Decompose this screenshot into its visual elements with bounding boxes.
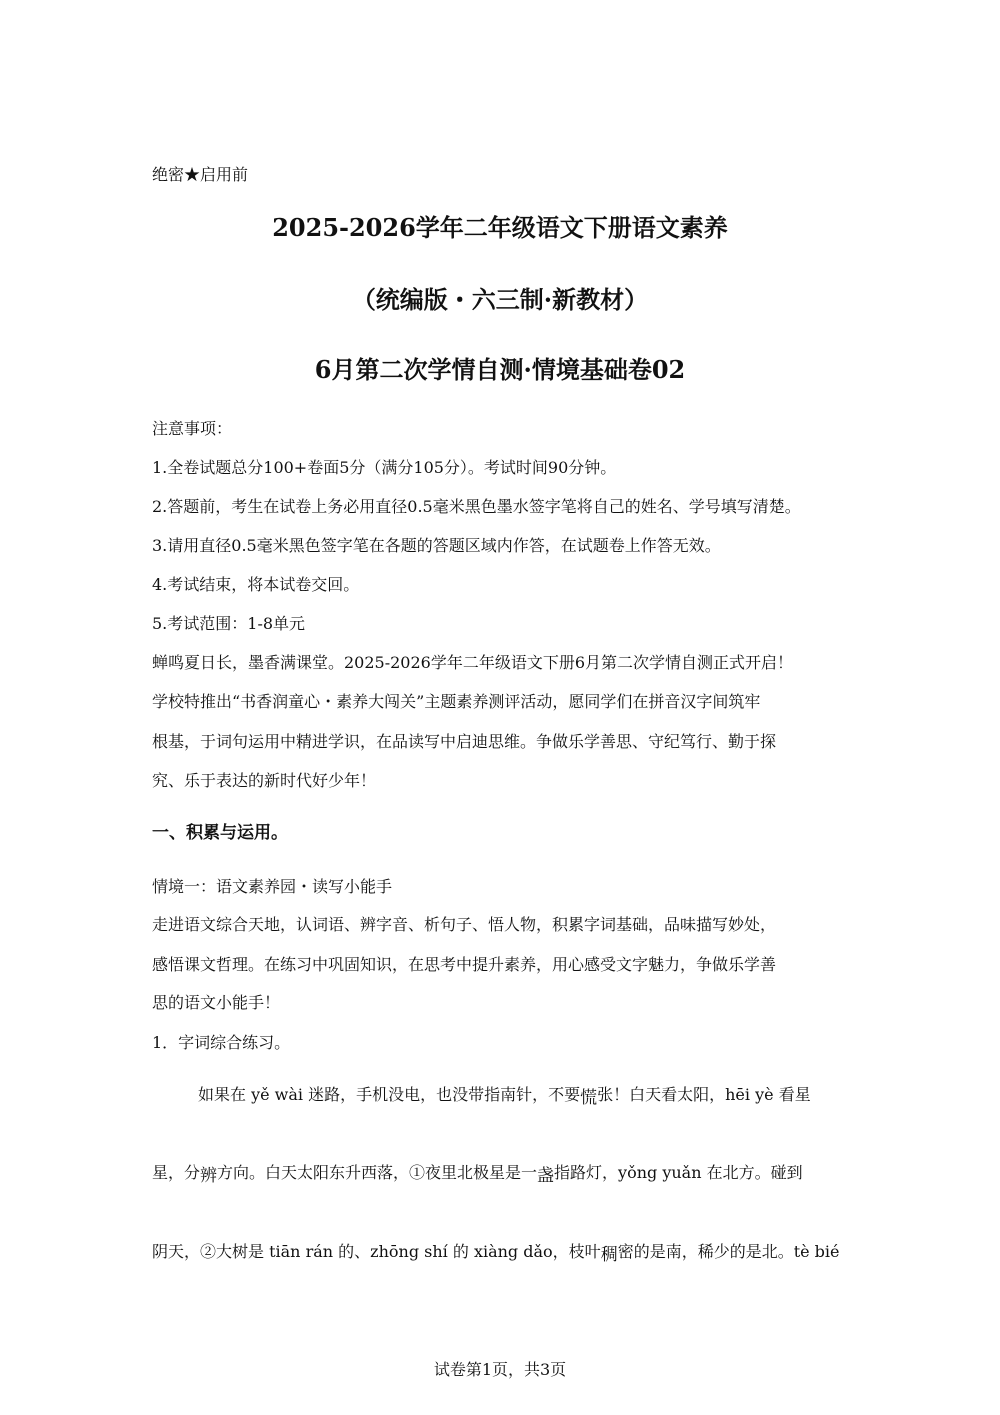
exam-title: 2025-2026学年二年级语文下册语文素养: [272, 213, 728, 242]
target-char: 稠: [600, 1245, 618, 1265]
passage-text: 阴天，②大树是 tiān rán 的、zhōng shí 的 xiàng dǎo，枝叶: [152, 1242, 601, 1261]
scenario-title: 情境一：语文素养园・读写小能手: [152, 877, 393, 896]
scenario-line: 感悟课文哲理。在练习中巩固知识，在思考中提升素养，用心感受文字魅力，争做乐学善: [152, 955, 777, 974]
note-item: 3.请用直径0.5毫米黑色签字笔在各题的答题区域内作答，在试题卷上作答无效。: [152, 536, 721, 555]
scenario-line: 思的语文小能手！: [152, 993, 281, 1012]
passage-text: 星，分: [152, 1163, 201, 1182]
note-item: 1.全卷试题总分100+卷面5分（满分105分）。考试时间90分钟。: [152, 458, 617, 477]
intro-line: 究、乐于表达的新时代好少年！: [152, 771, 377, 790]
intro-line: 学校特推出“书香润童心・素养大闯关”主题素养测评活动，愿同学们在拼音汉字间筑牢: [152, 692, 761, 711]
note-item: 2.答题前，考生在试卷上务必用直径0.5毫米黑色墨水签字笔将自己的姓名、学号填写清楚。: [152, 497, 801, 516]
target-char: 慌: [580, 1088, 598, 1108]
passage-text: 方向。白天太阳东升西落，①夜里北极星是一: [217, 1163, 538, 1182]
passage-line: [198, 1080, 811, 1108]
note-item: 4.考试结束，将本试卷交回。: [152, 575, 360, 594]
confidential-label: 绝密★启用前: [152, 165, 249, 184]
intro-line: 蝉鸣夏日长，墨香满课堂。2025-2026学年二年级语文下册6月第二次学情自测正式开启！: [152, 653, 794, 672]
intro-line: 根基，于词句运用中精进学识，在品读写中启迪思维。争做乐学善思、守纪笃行、勤于探: [152, 732, 777, 751]
page-footer: 试卷第1页，共3页: [433, 1360, 567, 1379]
note-item: 5.考试范围：1-8单元: [152, 614, 306, 633]
target-char: 辨: [200, 1166, 218, 1186]
target-char: 盏: [537, 1166, 555, 1186]
passage-text: 如果在 yě wài 迷路，手机没电，也没带指南针，不要: [198, 1085, 581, 1104]
passage-text: 张！白天看太阳，hēi yè 看星: [597, 1085, 811, 1104]
passage-line: [152, 1237, 840, 1265]
exam-subtitle-test: 6月第二次学情自测·情境基础卷02: [314, 355, 686, 384]
section-heading: 一、积累与运用。: [152, 823, 288, 843]
exam-subtitle-edition: （统编版・六三制·新教材）: [351, 285, 649, 314]
notes-heading: 注意事项：: [152, 419, 233, 438]
passage-text: 密的是南，稀少的是北。tè bié: [617, 1242, 840, 1261]
passage-line: [152, 1158, 803, 1186]
question-label: 1．字词综合练习。: [152, 1033, 291, 1052]
passage-text: 指路灯，yǒng yuǎn 在北方。碰到: [554, 1163, 803, 1182]
scenario-line: 走进语文综合天地，认词语、辨字音、析句子、悟人物，积累字词基础，品味描写妙处，: [152, 915, 777, 934]
